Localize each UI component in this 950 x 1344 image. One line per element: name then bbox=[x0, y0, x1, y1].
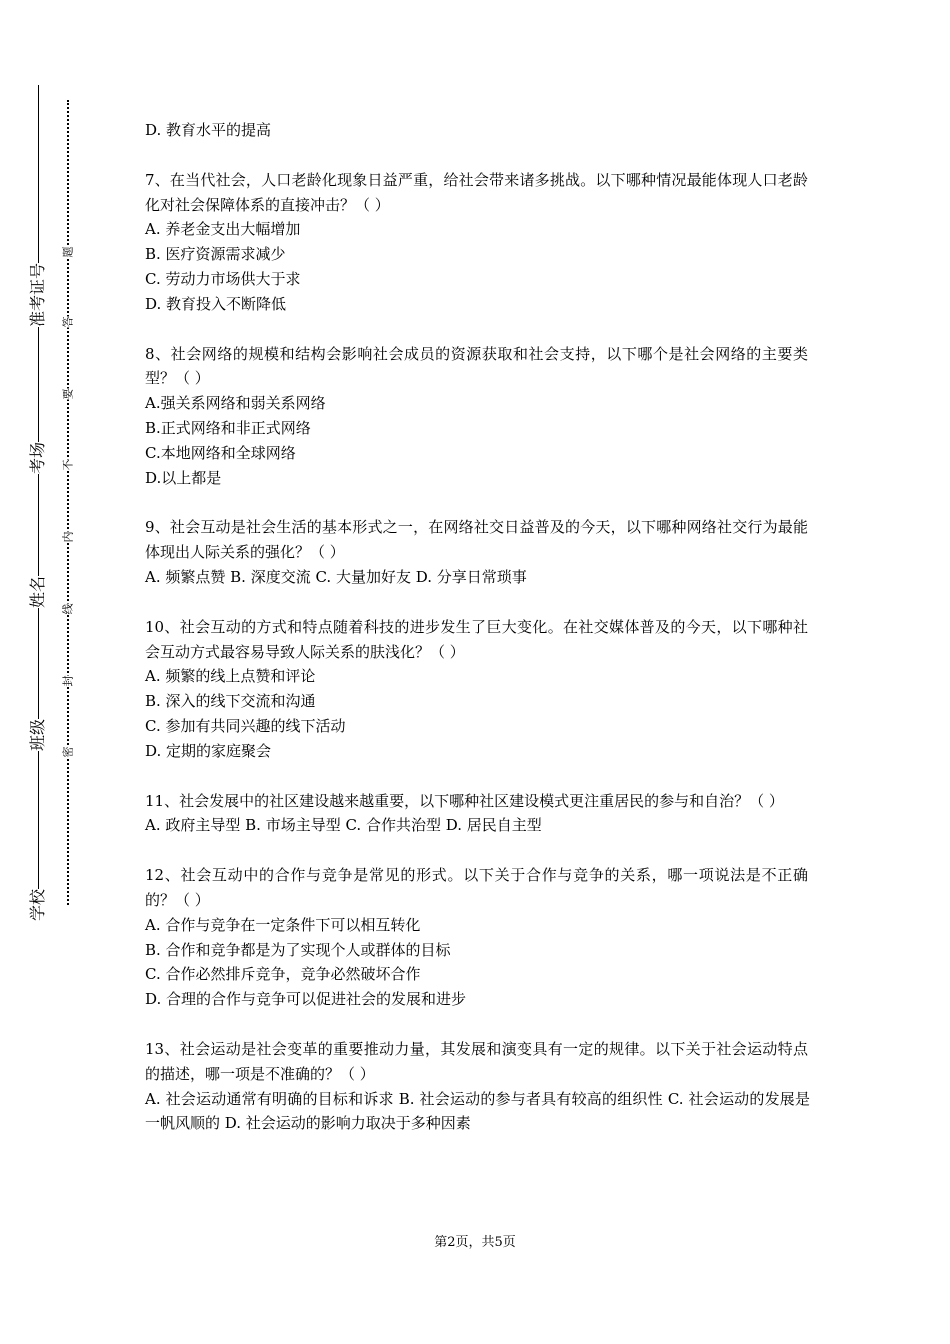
option: D. 教育水平的提高 bbox=[145, 121, 272, 139]
question-13 bbox=[145, 1037, 810, 1136]
question-text: 8、社会网络的规模和结构会影响社会成员的资源获取和社会支持，以下哪个是社会网络的主要类型？（ ） bbox=[145, 344, 808, 388]
option: A. 养老金支出大幅增加 bbox=[145, 220, 301, 239]
question-text: 9、社会互动是社会生活的基本形式之一，在网络社交日益普及的今天，以下哪种网络社交行为最能体现出人际关系的强化？（ ） bbox=[145, 518, 808, 562]
option: B. 合作和竞争都是为了实现个人或群体的目标 bbox=[145, 940, 451, 959]
binding-solid-line bbox=[38, 85, 39, 920]
option: C. 参加有共同兴趣的线下活动 bbox=[145, 716, 346, 735]
option: D. 合理的合作与竞争可以促进社会的发展和进步 bbox=[145, 990, 467, 1009]
question-text: 11、社会发展中的社区建设越来越重要，以下哪种社区建设模式更注重居民的参与和自治？（ ） bbox=[145, 791, 784, 810]
binding-margin: 准考证号 考场 姓名 班级 学校 题 答 要 不 内 线 封 密 bbox=[0, 0, 90, 1344]
option: A. 频繁点赞 B. 深度交流 C. 大量加好友 D. 分享日常琐事 bbox=[145, 567, 527, 586]
question-list bbox=[145, 118, 810, 1161]
page-number: 第2页，共5页 bbox=[434, 1235, 516, 1250]
question-text: 7、在当代社会，人口老龄化现象日益严重，给社会带来诸多挑战。以下哪种情况最能体现人口老龄化对社会保障体系的直接冲击？（ ） bbox=[145, 170, 808, 214]
question-6-tail bbox=[145, 118, 810, 143]
option: A. 合作与竞争在一定条件下可以相互转化 bbox=[145, 915, 421, 934]
question-8 bbox=[145, 342, 810, 491]
option: C. 劳动力市场供大于求 bbox=[145, 269, 301, 288]
option: C. 合作必然排斥竞争，竞争必然破坏合作 bbox=[145, 965, 421, 984]
question-11 bbox=[145, 789, 810, 839]
option: D. 定期的家庭聚会 bbox=[145, 741, 272, 760]
option: A. 频繁的线上点赞和评论 bbox=[145, 667, 316, 686]
option: B. 深入的线下交流和沟通 bbox=[145, 692, 316, 711]
question-7 bbox=[145, 168, 810, 317]
option: A. 政府主导型 B. 市场主导型 C. 合作共治型 D. 居民自主型 bbox=[145, 816, 542, 835]
option: B.正式网络和非正式网络 bbox=[145, 418, 311, 437]
option: B. 医疗资源需求减少 bbox=[145, 245, 286, 264]
question-text: 13、社会运动是社会变革的重要推动力量，其发展和演变具有一定的规律。以下关于社会运动特点的描述，哪一项是不准确的？（ ） bbox=[145, 1039, 808, 1083]
option: D.以上都是 bbox=[145, 468, 222, 487]
option: C.本地网络和全球网络 bbox=[145, 443, 296, 462]
question-12 bbox=[145, 863, 810, 1012]
option: D. 教育投入不断降低 bbox=[145, 294, 287, 313]
question-text: 10、社会互动的方式和特点随着科技的进步发生了巨大变化。在社交媒体普及的今天，以下哪种社会互动方式最容易导致人际关系的肤浅化？（ ） bbox=[145, 617, 808, 661]
question-text: 12、社会互动中的合作与竞争是常见的形式。以下关于合作与竞争的关系，哪一项说法是不正确的？（ ） bbox=[145, 866, 808, 909]
binding-seal-line bbox=[67, 100, 69, 905]
option: A. 社会运动通常有明确的目标和诉求 B. 社会运动的参与者具有较高的组织性 C. 社会运动的发展是一帆风顺的 D. 社会运动的影响力取决于多种因素 bbox=[145, 1089, 810, 1133]
question-10 bbox=[145, 615, 810, 764]
question-9 bbox=[145, 515, 810, 589]
option: A.强关系网络和弱关系网络 bbox=[145, 394, 326, 413]
